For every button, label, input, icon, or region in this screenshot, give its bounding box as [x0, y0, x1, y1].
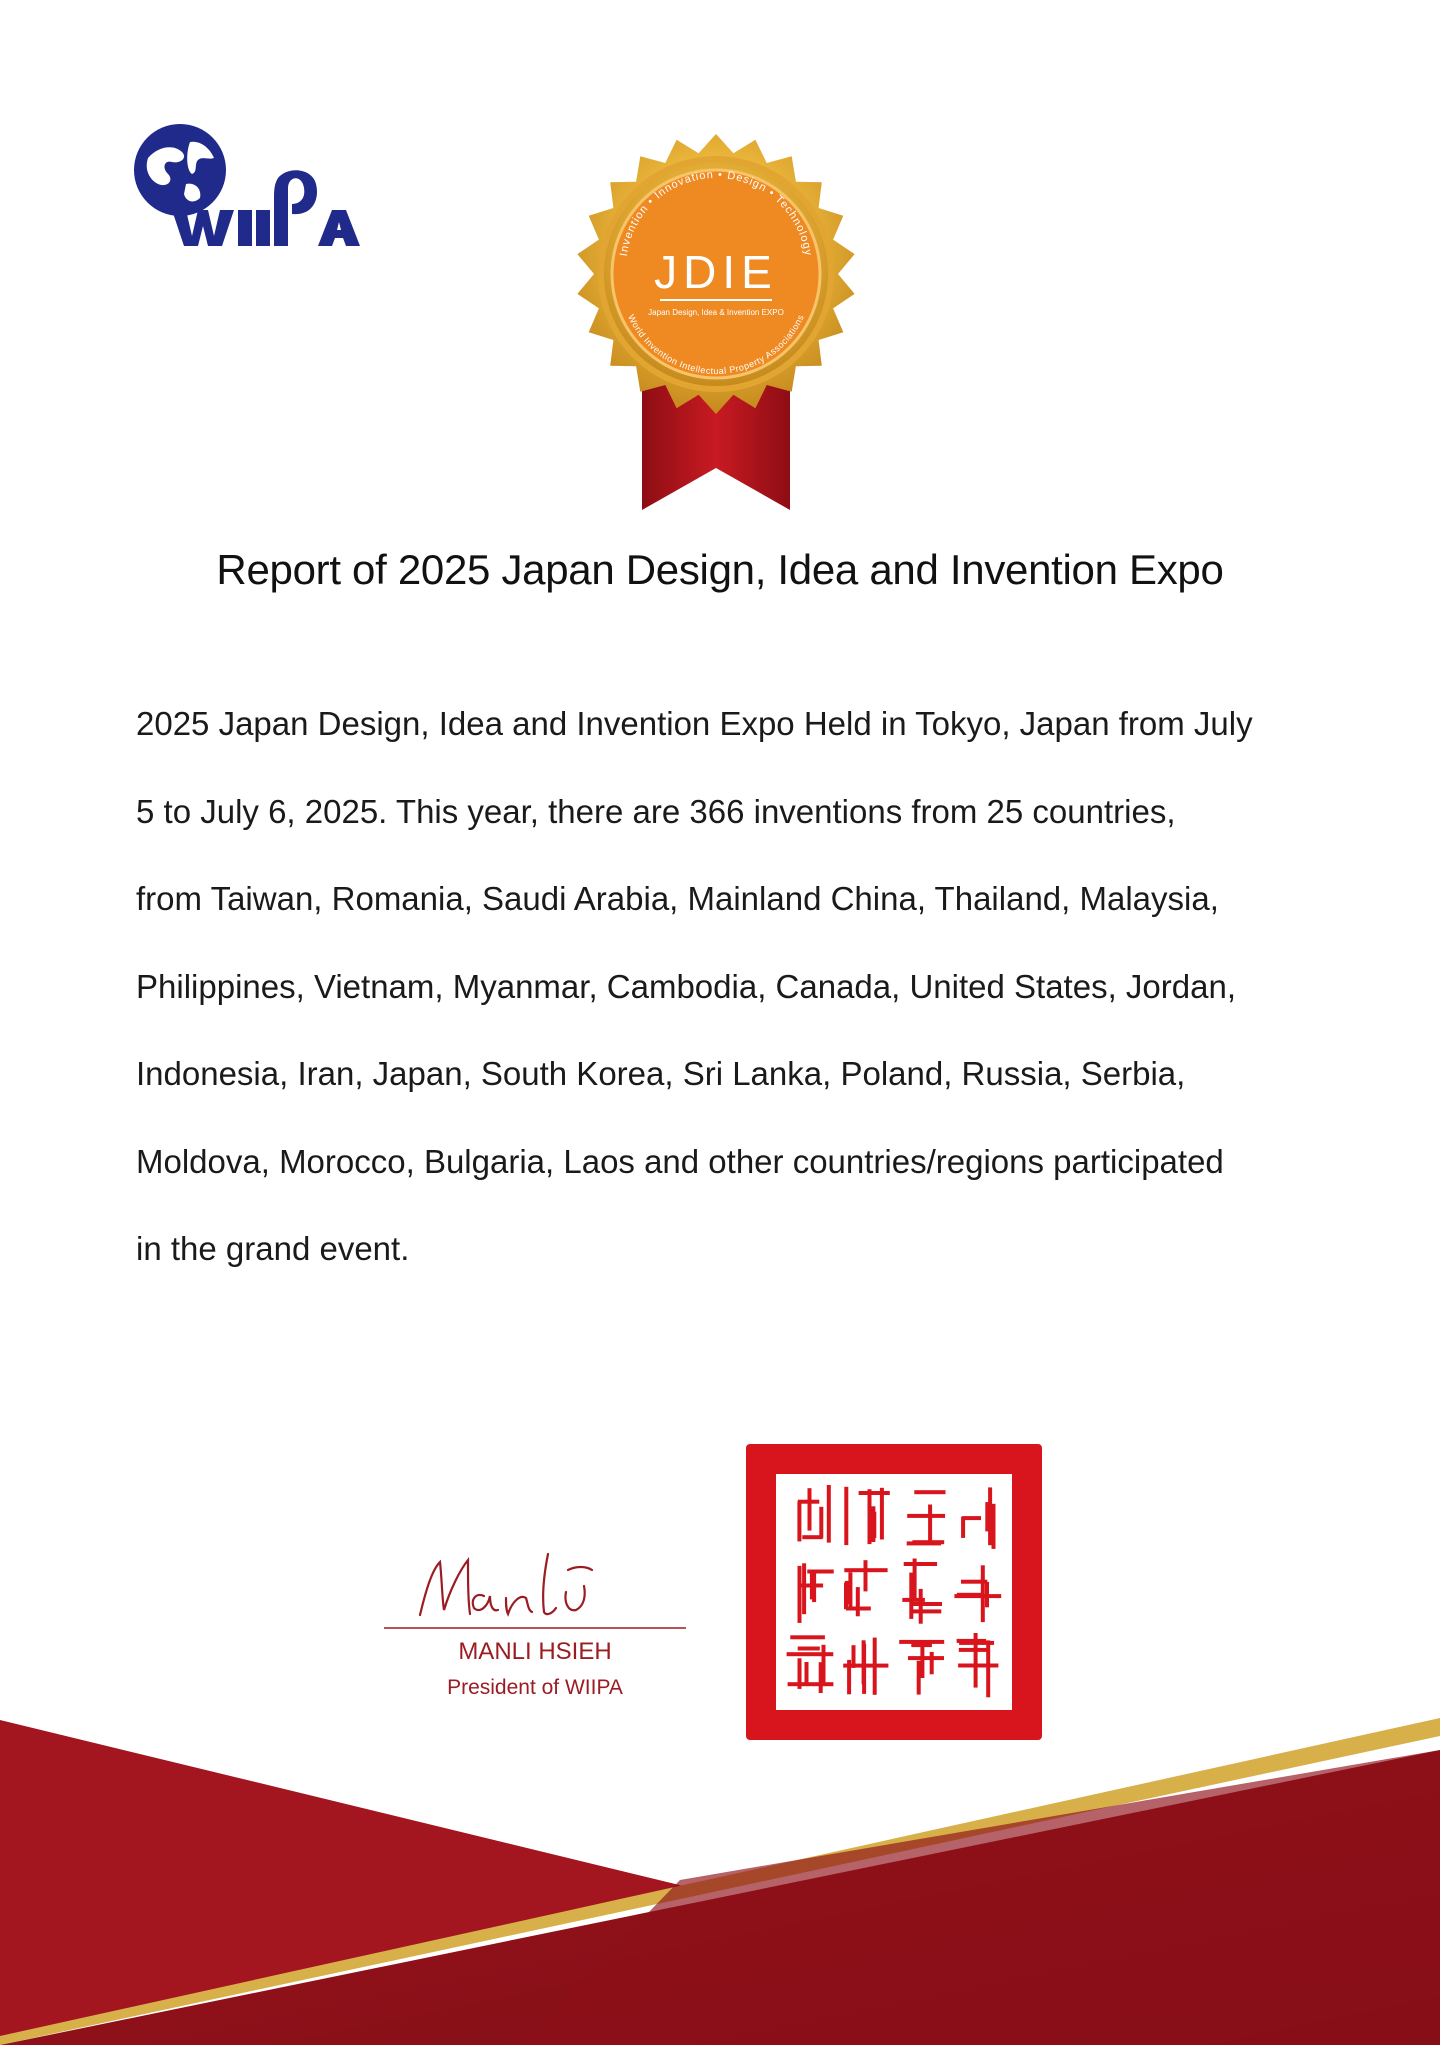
seal-glyph-stroke	[959, 1648, 987, 1652]
seal-glyph-stroke	[988, 1487, 992, 1545]
seal-glyph-stroke	[802, 1563, 806, 1614]
decorative-footer	[0, 1690, 1440, 2045]
seal-glyph-stroke	[899, 1640, 944, 1644]
seal-glyph-stroke	[859, 1491, 890, 1495]
seal-glyph-stroke	[958, 1664, 998, 1668]
seal-glyph-stroke	[908, 1656, 944, 1660]
medal-ring-bottom: World Invention Intellectual Property Associations	[626, 312, 806, 377]
seal-glyph-stroke	[805, 1662, 809, 1684]
seal-glyph-stroke	[790, 1635, 825, 1639]
seal-glyph-stroke	[844, 1583, 848, 1610]
seal-glyph-stroke	[907, 1514, 945, 1518]
seal-glyph-stroke	[843, 1664, 888, 1668]
seal-glyph-stroke	[872, 1512, 876, 1538]
medal-abbreviation: JDIE	[654, 246, 778, 298]
seal-glyph-stroke	[919, 1589, 923, 1624]
body-line: in the grand event.	[136, 1230, 410, 1267]
signatory-name: MANLI HSIEH	[458, 1638, 612, 1665]
seal-glyph-stroke	[864, 1560, 868, 1591]
body-line: from Taiwan, Romania, Saudi Arabia, Mainland China, Thailand, Malaysia,	[136, 880, 1219, 917]
seal-glyph-stroke	[798, 1647, 820, 1651]
seal-glyph-stroke	[797, 1502, 801, 1542]
report-body	[136, 680, 1316, 1293]
seal-glyph-stroke	[788, 1682, 834, 1686]
wiipa-logo	[128, 118, 378, 248]
seal-glyph-stroke	[880, 1488, 884, 1540]
seal-glyph-stroke	[914, 1490, 945, 1494]
seal-glyph-stroke	[962, 1516, 981, 1520]
seal-glyph-stroke	[904, 1562, 937, 1566]
body-line: 2025 Japan Design, Idea and Invention Expo Held in Tokyo, Japan from July	[136, 705, 1253, 742]
seal-glyph-stroke	[862, 1640, 866, 1684]
seal-glyph-stroke	[819, 1662, 823, 1693]
seal-glyph-stroke	[907, 1541, 941, 1545]
seal-glyph-stroke	[909, 1573, 913, 1619]
page-title: Report of 2025 Japan Design, Idea and Invention Expo	[216, 546, 1224, 593]
seal-glyph-stroke	[920, 1642, 924, 1678]
seal-glyph-stroke	[912, 1602, 942, 1606]
seal-glyph-stroke	[856, 1587, 860, 1616]
jdie-medal	[560, 118, 872, 513]
body-line: Indonesia, Iran, Japan, South Korea, Sri Lanka, Poland, Russia, Serbia,	[136, 1055, 1186, 1092]
seal-glyph-stroke	[808, 1488, 812, 1530]
seal-glyph-stroke	[812, 1573, 816, 1602]
seal-glyph-stroke	[798, 1566, 802, 1623]
seal-glyph-stroke	[827, 1485, 831, 1543]
seal-glyph-stroke	[844, 1487, 848, 1545]
medal-subtitle: Japan Design, Idea & Invention EXPO	[648, 308, 784, 317]
seal-glyph-stroke	[954, 1594, 1001, 1598]
body-line: 5 to July 6, 2025. This year, there are 366 inventions from 25 countries,	[136, 792, 1176, 830]
seal-glyph-stroke	[787, 1652, 834, 1656]
body-line: Philippines, Vietnam, Myanmar, Cambodia, Canada, United States, Jordan,	[136, 967, 1236, 1005]
body-line: Moldova, Morocco, Bulgaria, Laos and other countries/regions participated	[136, 1142, 1224, 1180]
seal-glyph-stroke	[910, 1609, 941, 1613]
signatory-role: President of WIIPA	[447, 1676, 623, 1699]
seal-glyph-stroke	[868, 1489, 872, 1544]
seal-glyph-stroke	[930, 1652, 934, 1674]
seal-glyph-stroke	[819, 1507, 823, 1538]
medal-ring-top: Invention • Innovation • Design • Technology	[617, 168, 815, 258]
seal-glyph-stroke	[957, 1639, 987, 1643]
seal-glyph-stroke	[928, 1505, 932, 1545]
seal-glyph-stroke	[974, 1633, 978, 1688]
seal-glyph-stroke	[848, 1572, 852, 1608]
